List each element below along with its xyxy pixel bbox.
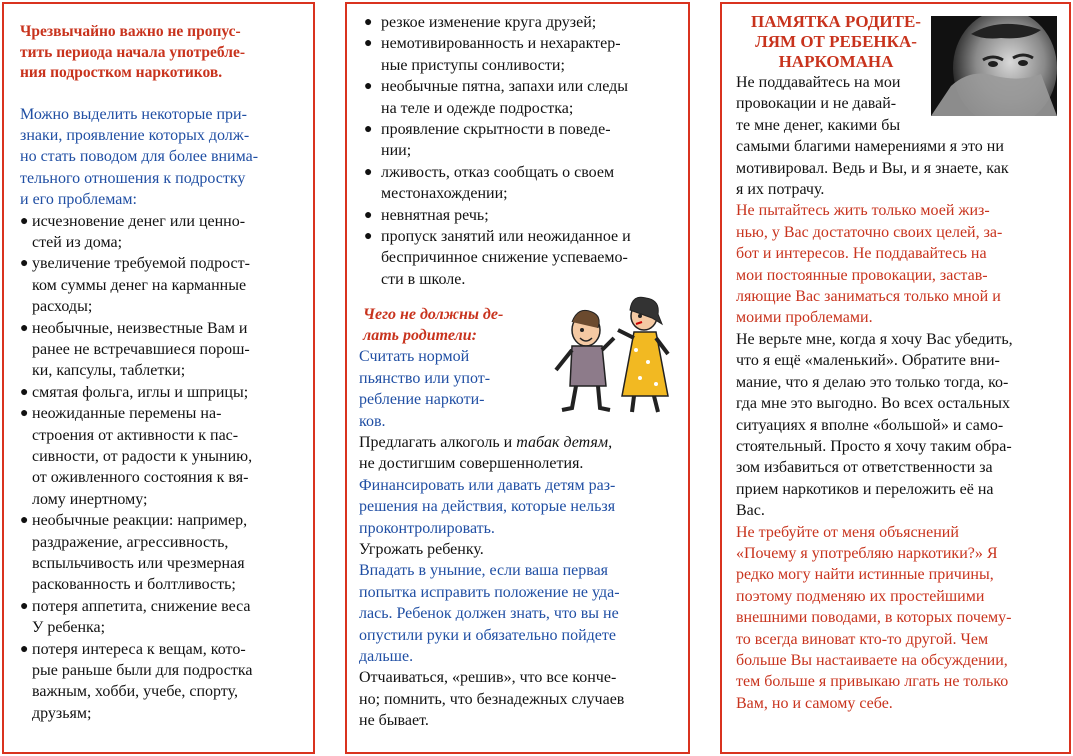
dont-line: не достигшим совершеннолетия. — [359, 455, 584, 473]
sign-line: сти в школе. — [381, 270, 466, 288]
sign-line: пропуск занятий или неожиданное и — [381, 228, 631, 246]
sign-list-item — [20, 403, 299, 510]
sign-list-item — [20, 510, 299, 596]
memo-line: самыми благими намерениями я это ни — [736, 138, 1004, 156]
sign-line: важным, хобби, учебе, спорту, — [32, 683, 238, 701]
dont-heading-line: Чего не должны де- — [363, 306, 504, 324]
dont-heading-line: лать родители: — [363, 327, 477, 345]
bullet-icon: ● — [364, 229, 373, 245]
memo-line: ляющие Вас заниматься только мной и — [736, 288, 1001, 306]
sign-line: немотивированность и нехарактер- — [381, 35, 621, 53]
bullet-icon: ● — [364, 79, 373, 95]
sign-line: невнятная речь; — [381, 206, 489, 224]
sign-list-item — [359, 12, 678, 33]
dont-item-offer-alcohol — [359, 432, 678, 475]
sign-line: нии; — [381, 142, 412, 160]
memo-line: прием наркотиков и переложить её на — [736, 480, 994, 498]
sign-list-item — [20, 318, 299, 382]
right-panel — [720, 2, 1071, 754]
lead-line: но стать поводом для более внима- — [20, 148, 259, 166]
sign-list-item — [359, 76, 678, 119]
sign-list-item — [20, 639, 299, 725]
dont-line-italic: табак детям, — [516, 433, 613, 451]
sign-line: ки, капсулы, таблетки; — [32, 362, 186, 380]
lead-line: тельного отношения к подростку — [20, 169, 246, 187]
memo-line: бот и интересов. Не поддавайтесь на — [736, 245, 987, 263]
bullet-icon: ● — [364, 164, 373, 180]
memo-line: тем больше я привыкаю лгать не только — [736, 673, 1009, 691]
cartoon-icon — [548, 288, 678, 418]
dont-line — [359, 432, 678, 453]
dont-item-despair — [359, 560, 678, 667]
sign-line: У ребенка; — [32, 619, 106, 637]
memo-line: мание, что я делаю это только тогда, ко- — [736, 373, 1009, 391]
memo-line: Вам, но и самому себе. — [736, 694, 893, 712]
sign-line: от оживленного состояния к вя- — [32, 469, 249, 487]
sign-line: рые раньше были для подростка — [32, 662, 253, 680]
dont-line: дальше. — [359, 647, 414, 665]
dont-line: Впадать в уныние, если ваша первая — [359, 562, 609, 580]
bullet-icon: ● — [20, 406, 29, 422]
memo-para-own-life — [736, 200, 1063, 328]
bullet-icon: ● — [20, 598, 29, 614]
memo-line: моими проблемами. — [736, 309, 873, 327]
sign-line: местонахождении; — [381, 185, 508, 203]
bullet-icon: ● — [364, 207, 373, 223]
sign-line: стей из дома; — [32, 233, 123, 251]
dont-item-normalize — [359, 346, 509, 432]
signs-list — [20, 211, 299, 725]
sign-line: исчезновение денег или ценно- — [32, 212, 246, 230]
dont-item-finance — [359, 475, 678, 539]
memo-line: то всегда виноват кто-то другой. Чем — [736, 630, 989, 648]
memo-line: стоятельный. Просто я хочу таким обра- — [736, 437, 1012, 455]
intro-heading — [20, 22, 299, 84]
memo-line: те мне денег, какими бы — [736, 116, 901, 134]
sign-line: друзьям; — [32, 704, 92, 722]
memo-line: Не требуйте от меня объяснений — [736, 523, 959, 541]
intro-line: тить периода начала употребле- — [20, 43, 245, 61]
intro-line: ния подростком наркотиков. — [20, 64, 223, 81]
sign-line: необычные, неизвестные Вам и — [32, 319, 248, 337]
left-panel — [2, 2, 315, 754]
dont-line: опустили руки и обязательно пойдете — [359, 626, 616, 644]
sign-line: лживость, отказ сообщать о своем — [381, 163, 615, 181]
intro-line: Чрезвычайно важно не пропус- — [20, 23, 241, 40]
sign-line: увеличение требуемой подрост- — [32, 255, 250, 273]
sign-list-item — [359, 33, 678, 76]
signs-lead — [20, 104, 299, 211]
distressed-child-photo — [931, 16, 1057, 116]
sign-line: неожиданные перемены на- — [32, 405, 222, 423]
dont-line: пьянство или упот- — [359, 369, 491, 387]
sign-line: расходы; — [32, 298, 93, 316]
memo-title — [736, 12, 936, 72]
sign-list-item — [20, 253, 299, 317]
dont-line: ков. — [359, 412, 386, 430]
memo-line: что я ещё «маленький». Обратите вни- — [736, 352, 1000, 370]
memo-line: зом избавиться от ответственности за — [736, 459, 993, 477]
memo-line: мотивировал. Ведь и Вы, и я знаете, как — [736, 159, 1009, 177]
sign-line: раздражение, агрессивность, — [32, 533, 229, 551]
sign-line: ные приступы сонливости; — [381, 56, 565, 74]
sign-line: строения от активности к пас- — [32, 426, 239, 444]
dont-item-give-up — [359, 667, 678, 731]
sign-line: ранее не встречавшиеся порош- — [32, 340, 250, 358]
memo-line: я их потрачу. — [736, 181, 825, 199]
face-photo-icon — [931, 16, 1057, 116]
bullet-icon: ● — [20, 384, 29, 400]
sign-line: беспричинное снижение успеваемо- — [381, 249, 628, 267]
memo-line: внешними поводами, в которых почему- — [736, 609, 1012, 627]
bullet-icon: ● — [364, 122, 373, 138]
lead-line: и его проблемам: — [20, 191, 137, 209]
bullet-icon: ● — [20, 213, 29, 229]
sign-line: на теле и одежде подростка; — [381, 99, 574, 117]
memo-para-little — [736, 329, 1063, 522]
sign-line: резкое изменение круга друзей; — [381, 14, 597, 31]
sign-list-item — [359, 119, 678, 162]
dont-line-text: Предлагать алкоголь и — [359, 433, 517, 451]
dont-line: не бывает. — [359, 712, 429, 730]
memo-line: Не поддавайтесь на мои — [736, 74, 901, 91]
memo-line: провокации и не давай- — [736, 95, 897, 113]
dont-line: ребление наркоти- — [359, 391, 485, 409]
memo-para-explanations — [736, 522, 1063, 715]
sign-line: необычные реакции: например, — [32, 512, 248, 530]
sign-line: смятая фольга, иглы и шприцы; — [32, 383, 249, 401]
sign-line: потеря аппетита, снижение веса — [32, 597, 251, 615]
memo-title-line: ПАМЯТКА РОДИТЕ- — [751, 12, 921, 31]
memo-line: нью, у Вас достаточно своих целей, за- — [736, 223, 1003, 241]
bullet-icon: ● — [20, 641, 29, 657]
sign-line: вспыльчивость или чрезмерная — [32, 555, 245, 573]
dont-heading — [363, 304, 523, 346]
dont-line: Считать нормой — [359, 348, 470, 366]
memo-line: Не пытайтесь жить только моей жиз- — [736, 202, 990, 220]
sign-line: ком суммы денег на карманные — [32, 276, 247, 294]
middle-panel — [345, 2, 690, 754]
sign-list-item — [20, 211, 299, 254]
dont-line: лась. Ребенок должен знать, что вы не — [359, 605, 619, 623]
sign-line: необычные пятна, запахи или следы — [381, 78, 629, 96]
sign-line: проявление скрытности в поведе- — [381, 121, 611, 139]
sign-list-item — [359, 226, 678, 290]
signs-list-continued — [359, 12, 678, 290]
memo-line: гда мне это выгодно. Во всех остальных — [736, 395, 1010, 413]
sign-list-item — [359, 162, 678, 205]
dont-line: Финансировать или давать детям раз- — [359, 476, 616, 494]
memo-line: «Почему я употребляю наркотики?» Я — [736, 544, 998, 562]
sign-list-item — [20, 382, 299, 403]
sign-line: лому инертному; — [32, 490, 148, 508]
dont-item-threaten — [359, 539, 678, 560]
bullet-icon: ● — [20, 513, 29, 529]
memo-line: Не верьте мне, когда я хочу Вас убедить, — [736, 330, 1013, 348]
lead-line: Можно выделить некоторые при- — [20, 105, 247, 123]
memo-line: редко могу найти истинные причины, — [736, 566, 994, 584]
sign-list-item — [359, 205, 678, 226]
memo-title-line: ЛЯМ ОТ РЕБЕНКА- — [755, 32, 917, 51]
bullet-icon: ● — [20, 320, 29, 336]
dont-line: решения на действия, которые нельзя — [359, 498, 616, 516]
sign-list-item — [20, 596, 299, 639]
dont-line: проконтролировать. — [359, 519, 495, 537]
dont-line: Угрожать ребенку. — [359, 540, 484, 558]
memo-line: мои постоянные провокации, застав- — [736, 266, 988, 284]
bullet-icon: ● — [364, 15, 373, 30]
dont-line: попытка исправить положение не уда- — [359, 583, 620, 601]
memo-line: поэтому подменяю их простейшими — [736, 587, 985, 605]
bullet-icon: ● — [364, 36, 373, 52]
sign-line: потеря интереса к вещам, кото- — [32, 640, 246, 658]
bullet-icon: ● — [20, 256, 29, 272]
lead-line: знаки, проявление которых долж- — [20, 126, 250, 144]
dont-line: Отчаиваться, «решив», что все конче- — [359, 669, 617, 687]
memo-title-line: НАРКОМАНА — [778, 52, 894, 71]
arguing-parents-illustration — [548, 288, 678, 418]
memo-line: больше Вы настаиваете на обсуждении, — [736, 651, 1008, 669]
sign-line: раскованность и болтливость; — [32, 576, 236, 594]
memo-line: ситуациях я вполне «большой» и само- — [736, 416, 1004, 434]
dont-line: но; помнить, что безнадежных случаев — [359, 690, 625, 708]
sign-line: сивности, от радости к унынию, — [32, 448, 253, 465]
memo-line: Вас. — [736, 502, 765, 520]
